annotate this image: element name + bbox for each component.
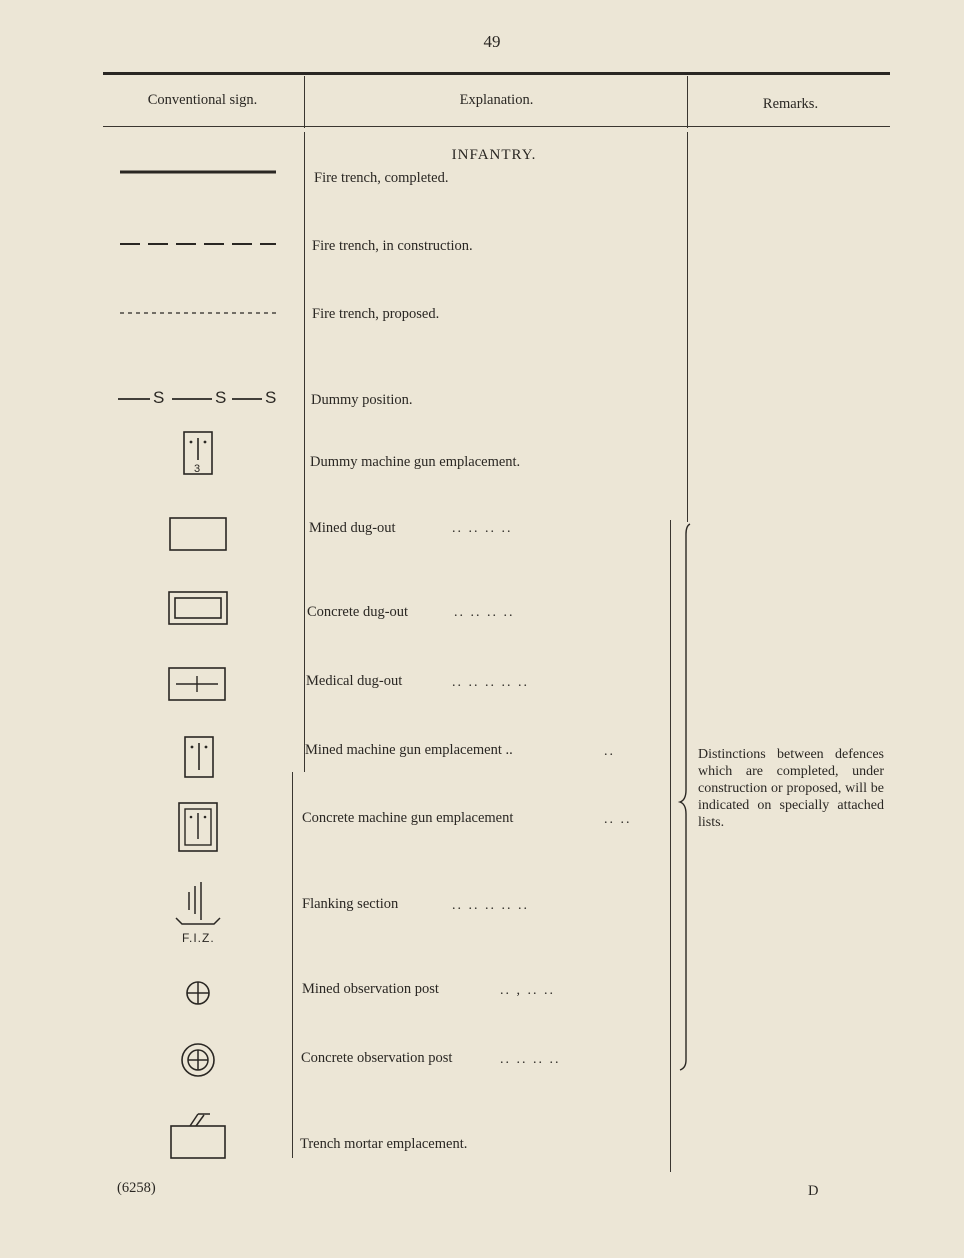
concrete-mg-emplacement-icon [110, 800, 285, 854]
flanking-label: F.I.Z. [181, 931, 215, 945]
row-explanation: Trench mortar emplacement. [300, 1136, 468, 1152]
row-explanation: Mined dug-out [309, 520, 396, 536]
concrete-observation-post-icon [110, 1040, 285, 1080]
dummy-label: S [153, 388, 165, 407]
trench-mortar-icon [110, 1110, 285, 1162]
row-explanation: Concrete observation post [301, 1050, 453, 1066]
row-explanation: Fire trench, proposed. [312, 306, 440, 322]
divider-right-lower [670, 520, 671, 1172]
leader-dots: .. .. [604, 812, 632, 827]
mined-observation-post-icon [110, 978, 285, 1008]
divider-left-lower [292, 772, 293, 1158]
leader-dots: .. .. .. .. [454, 605, 515, 620]
dashed-line-icon [110, 240, 285, 248]
concrete-dugout-icon [110, 590, 285, 628]
dotted-line-icon [110, 309, 285, 317]
mined-mg-emplacement-icon [110, 734, 285, 782]
row-explanation: Mined machine gun emplacement .. [305, 742, 513, 758]
dummy-mg-emplacement-icon [110, 430, 285, 478]
section-title: INFANTRY. [451, 147, 537, 163]
header-rule [103, 126, 890, 127]
mined-dugout-icon [110, 515, 285, 553]
row-explanation: Dummy position. [311, 392, 413, 408]
column-header-remarks: Remarks. [762, 96, 819, 112]
remarks-brace [676, 520, 696, 1072]
row-explanation: Fire trench, completed. [314, 170, 449, 186]
leader-dots: .. .. .. .. [452, 521, 513, 536]
leader-dots: .. .. .. .. [500, 1052, 561, 1067]
divider-header-1 [304, 76, 305, 128]
dummy-label: S [265, 388, 277, 407]
dummy-label: S [215, 388, 227, 407]
page-number: 49 [483, 32, 501, 51]
divider-left-upper [304, 132, 305, 772]
row-explanation: Concrete dug-out [307, 604, 409, 620]
row-explanation: Medical dug-out [306, 673, 403, 689]
flanking-section-icon [110, 880, 285, 946]
row-explanation: Flanking section [302, 896, 399, 912]
solid-line-icon [110, 168, 285, 176]
leader-dots: .. , .. .. [500, 983, 555, 998]
divider-header-2 [687, 76, 688, 128]
dummy-position-icon [110, 382, 285, 408]
leader-dots: .. .. .. .. .. [452, 675, 529, 690]
leader-dots: .. .. .. .. .. [452, 898, 529, 913]
divider-right-upper [687, 132, 688, 522]
row-explanation: Concrete machine gun emplacement [302, 810, 514, 826]
column-header-sign: Conventional sign. [147, 92, 258, 108]
row-explanation: Dummy machine gun emplacement. [310, 454, 521, 470]
footer-print-code: (6258) [117, 1180, 156, 1196]
top-rule [103, 72, 890, 75]
column-header-explanation: Explanation. [459, 92, 534, 108]
dummy-mg-label: 3 [193, 463, 200, 475]
footer-signature-letter: D [808, 1183, 819, 1199]
medical-dugout-icon [110, 665, 285, 705]
leader-dots: .. [604, 744, 615, 759]
row-explanation: Mined observation post [302, 981, 439, 997]
row-explanation: Fire trench, in construction. [312, 238, 473, 254]
remarks-text: Distinctions between defences which are completed, under construction or proposed, will be indicated on specially attached lists. [698, 747, 884, 830]
